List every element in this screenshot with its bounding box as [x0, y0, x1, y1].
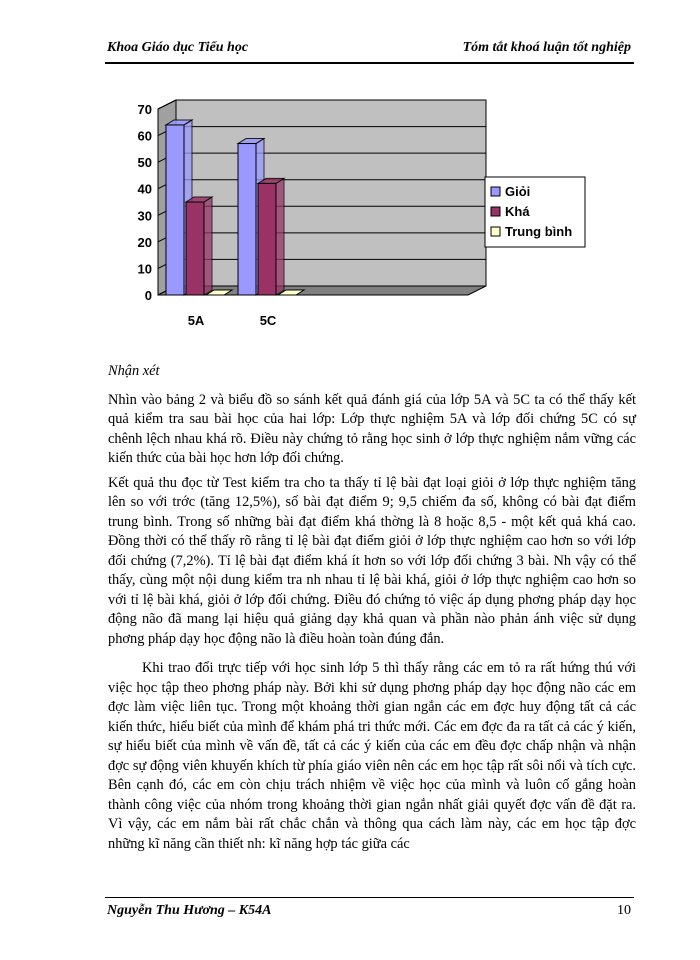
- bar: [238, 144, 256, 295]
- footer-rule: [105, 897, 634, 898]
- bar-chart: [110, 95, 600, 340]
- bar-side: [276, 178, 284, 295]
- y-tick-label: 60: [137, 128, 152, 144]
- legend-swatch: [491, 187, 500, 196]
- header-doc-title: Tóm tắt khoá luận tốt nghiệp: [462, 40, 631, 55]
- y-tick-label: 40: [137, 181, 152, 197]
- paragraph-3: Khi trao đổi trực tiếp với học sinh lớp 5 thì thấy rằng các em tỏ ra rất hứng thú với việc học tập theo phơng pháp này. Bởi khi sử dụng phơng pháp dạy học động não các em đợc làm việc liên tục. Trong một khoảng thời gian ngắn các em đợc huy động tất cả các kiến thức, hiểu biết của mình để khám phá tri thức mới. Các em đợc đa ra tất cả các ý kiến, sự hiểu biết của mình về vấn đề, tất cả các ý kiến của các em đều đợc chấp nhận và nhận đợc sự động viên khuyến khích từ phía giáo viên nên các em học tập rất sôi nổi và tích cực. Bên cạnh đó, các em còn chịu trách nhiệm về việc học của mình và luôn cố gắng hoàn thành công việc của nhóm trong khoảng thời gian ngắn nhất giải quyết đợc vấn đề đặt ra. Vì vậy, các em nắm bài rất chắc chắn và thông qua cách làm này, các em học tập đợc những kĩ năng cần thiết nh: kĩ năng hợp tác giữa các: [108, 660, 636, 852]
- header-rule: [105, 62, 634, 64]
- bar-side: [204, 197, 212, 295]
- page-header: [107, 40, 631, 62]
- legend-swatch: [491, 227, 500, 236]
- section-title: Nhận xét: [108, 363, 160, 379]
- legend-label: Trung bình: [505, 224, 573, 239]
- y-tick-label: 0: [144, 288, 152, 303]
- paragraph-2: Kết quả thu đọc từ Test kiểm tra cho ta thấy tỉ lệ bài đạt loại giỏi ở lớp thực nghiệm tăng lên so với trớc (tăng 12,5%), số bài đạt điểm 9; 9,5 chiếm đa số, không có bài đạt điểm trung bình. Trong số những bài đạt điểm khá thờng là 8 hoặc 8,5 - một kết quả khá cao. Đồng thời có thể thấy rõ rằng tỉ lệ bài đạt điểm giỏi ở lớp thực nghiệm cao hơn so với lớp đối chứng (7,2%). Tỉ lệ bài đạt điểm khá ít hơn so với lớp đối chứng 3 bài. Nh vậy có thể thấy, cùng một nội dung kiểm tra nh nhau tỉ lệ bài khá, giỏi ở lớp thực nghiệm cao hơn so với tỉ lệ bài khá, giỏi ở lớp đối chứng. Điều đó chứng tỏ việc áp dụng phơng pháp dạy học động não đã mang lại hiệu quả giảng dạy khả quan và phần nào phản ánh việc sử dụng phơng pháp dạy học động não là điều hoàn toàn đúng đắn.: [108, 474, 636, 647]
- y-tick-label: 70: [137, 102, 152, 117]
- y-tick-label: 50: [137, 155, 152, 171]
- bar: [258, 183, 276, 295]
- y-tick-label: 30: [137, 208, 152, 224]
- legend-label: Khá: [505, 204, 530, 219]
- body-text: [108, 362, 636, 859]
- bar: [186, 202, 204, 295]
- paragraph-1: Nhìn vào bảng 2 và biểu đồ so sánh kết quả đánh giá của lớp 5A và 5C ta có thể thấy kết quả kiểm tra sau bài học của hai lớp: Lớp thực nghiệm 5A và lớp đối chứng 5C có sự chênh lệch nhau khá rõ. Điều này chứng tỏ rằng học sinh ở lớp thực nghiệm nắm vững các kiến thức của bài học hơn lớp đối chứng.: [108, 391, 636, 466]
- y-tick-label: 20: [137, 234, 152, 250]
- page-number: 10: [617, 903, 631, 918]
- footer-author: Nguyễn Thu Hương – K54A: [107, 903, 272, 918]
- bar: [166, 125, 184, 295]
- x-tick-label: 5C: [259, 313, 277, 328]
- x-tick-label: 5A: [187, 313, 205, 328]
- legend-label: Giỏi: [505, 184, 531, 199]
- chart-back-wall: [176, 100, 486, 286]
- legend-swatch: [491, 207, 500, 216]
- y-tick-label: 10: [137, 261, 152, 277]
- chart-canvas: [110, 95, 600, 340]
- header-faculty: Khoa Giáo dục Tiểu học: [107, 40, 249, 55]
